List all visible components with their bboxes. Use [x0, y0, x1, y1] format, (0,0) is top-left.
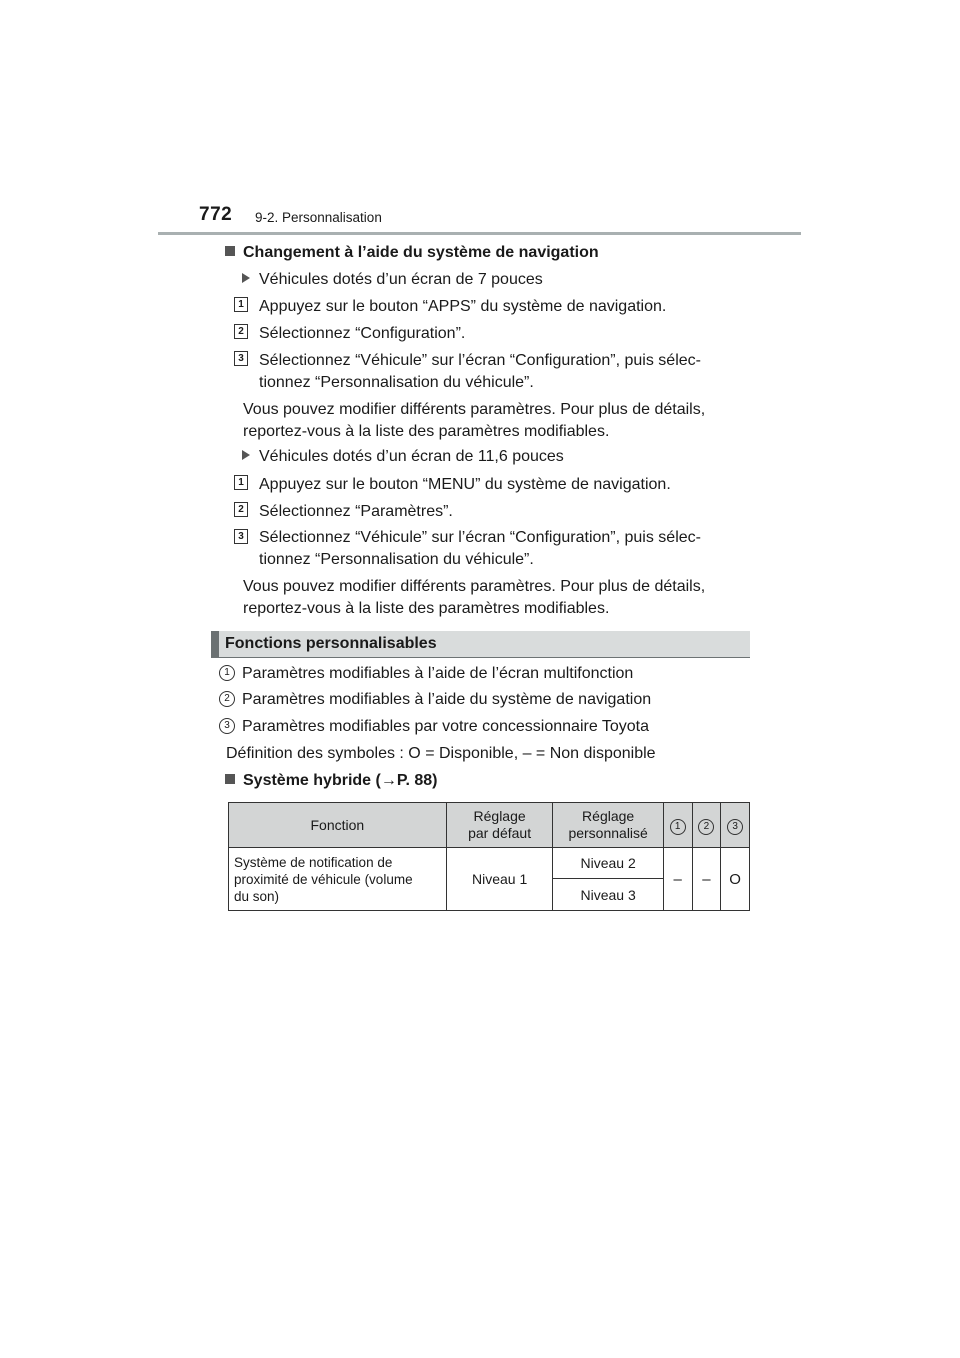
circled-number-icon: 3 [219, 718, 235, 734]
cell-custom-1: Niveau 2 [553, 848, 663, 879]
step-number-box: 1 [234, 297, 248, 312]
v7-note-cont: reportez-vous à la liste des paramètres modifiables. [243, 423, 610, 440]
header-accent-bar [211, 631, 219, 657]
section-title: 9-2. Personnalisation [255, 210, 382, 225]
step-number-box: 3 [234, 529, 248, 544]
page-number: 772 [199, 204, 233, 225]
symbols-definition: Définition des symboles : O = Disponible, – = Non disponible [226, 745, 656, 762]
step-number-box: 1 [234, 475, 248, 490]
circled-number-icon: 2 [698, 819, 714, 835]
v11-title: Véhicules dotés d’un écran de 11,6 pouces [242, 447, 564, 467]
circled-number-icon: 2 [219, 691, 235, 707]
v11-step-3: Sélectionnez “Véhicule” sur l’écran “Configuration”, puis sélec- [259, 529, 701, 546]
header-default: Réglage par défaut [446, 803, 553, 848]
cell-default: Niveau 1 [446, 848, 553, 911]
v7-title: Véhicules dotés d’un écran de 7 pouces [242, 270, 543, 290]
legend-item-2: Paramètres modifiables à l’aide du système de navigation [242, 691, 652, 708]
legend-item-3: Paramètres modifiables par votre concessionnaire Toyota [242, 718, 650, 735]
v7-note: Vous pouvez modifier différents paramètres. Pour plus de détails, [243, 401, 706, 418]
cell-fonction: Système de notification de proximité de véhicule (volume du son) [229, 848, 447, 911]
circled-number-icon: 3 [727, 819, 743, 835]
v11-note-cont: reportez-vous à la liste des paramètres modifiables. [243, 600, 610, 617]
triangle-bullet-icon [242, 450, 250, 460]
header-custom: Réglage personnalisé [553, 803, 663, 848]
legend-item-1: Paramètres modifiables à l’aide de l’écran multifonction [242, 665, 634, 682]
step-number-box: 2 [234, 324, 248, 339]
cell-custom-2: Niveau 3 [553, 879, 663, 911]
step-number-box: 3 [234, 351, 248, 366]
v11-step-2: Sélectionnez “Paramètres”. [259, 503, 453, 520]
hybrid-system-heading: Système hybride (→P. 88) [225, 771, 437, 791]
square-bullet-icon [225, 774, 235, 784]
circled-number-icon: 1 [219, 665, 235, 681]
circled-number-icon: 1 [670, 819, 686, 835]
table-header-row [229, 803, 750, 848]
v7-step-3-cont: tionnez “Personnalisation du véhicule”. [259, 374, 534, 391]
step-number-box: 2 [234, 502, 248, 517]
v7-step-1: Appuyez sur le bouton “APPS” du système de navigation. [259, 298, 667, 315]
v7-step-2: Sélectionnez “Configuration”. [259, 325, 466, 342]
functions-section-header [211, 631, 750, 658]
header-rule [158, 232, 801, 235]
settings-table [228, 802, 750, 911]
v11-step-1: Appuyez sur le bouton “MENU” du système de navigation. [259, 476, 671, 493]
cell-col-1: – [663, 848, 692, 911]
header-col-3 [721, 803, 750, 848]
v11-note: Vous pouvez modifier différents paramètres. Pour plus de détails, [243, 578, 706, 595]
functions-title: Fonctions personnalisables [225, 635, 437, 652]
header-fonction: Fonction [229, 803, 447, 848]
triangle-bullet-icon [242, 273, 250, 283]
cell-col-2: – [692, 848, 721, 911]
cell-col-3: O [721, 848, 750, 911]
header-col-1 [663, 803, 692, 848]
table-row [229, 848, 750, 879]
v11-step-3-cont: tionnez “Personnalisation du véhicule”. [259, 551, 534, 568]
header-col-2 [692, 803, 721, 848]
square-bullet-icon [225, 246, 235, 256]
nav-heading: Changement à l’aide du système de navigation [225, 243, 599, 263]
v7-step-3: Sélectionnez “Véhicule” sur l’écran “Configuration”, puis sélec- [259, 352, 701, 369]
